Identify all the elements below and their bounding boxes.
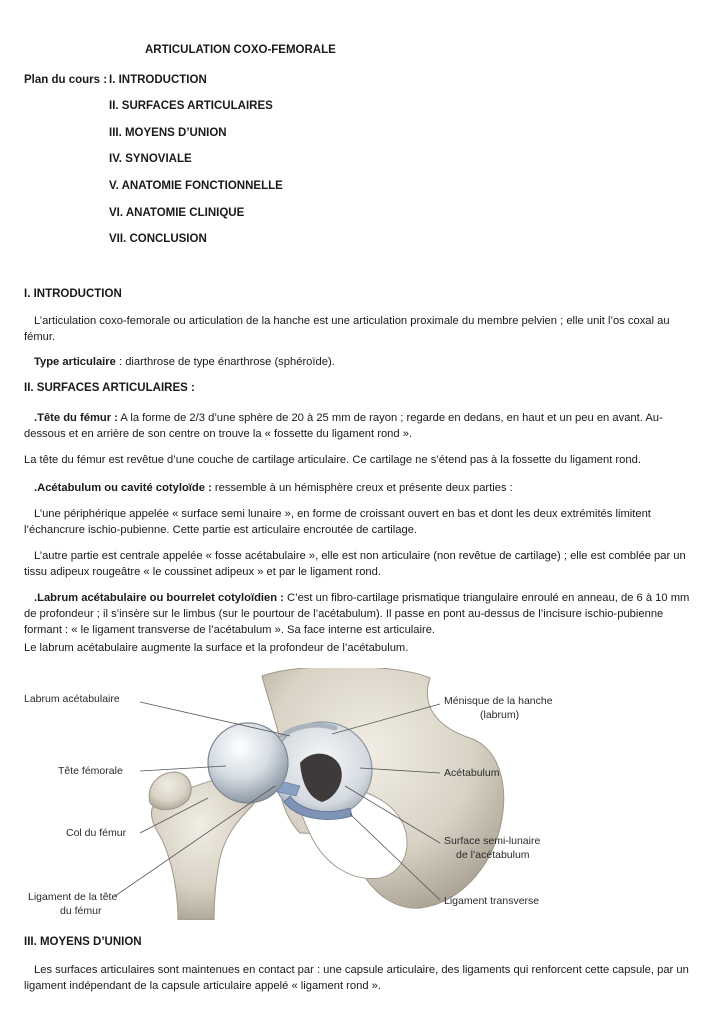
page-title: ARTICULATION COXO-FEMORALE (145, 44, 336, 56)
plan-item-1: I. INTRODUCTION (109, 74, 207, 86)
labrum-label: .Labrum acétabulaire ou bourrelet cotyloïdien : (34, 592, 284, 604)
femoral-head (208, 723, 288, 803)
plan-item-3: III. MOYENS D’UNION (109, 127, 227, 139)
type-label: Type articulaire (34, 356, 116, 368)
label-ligament-tete-2: du fémur (60, 905, 102, 917)
section-heading-introduction: I. INTRODUCTION (24, 288, 122, 300)
label-menisque-2: (labrum) (480, 709, 520, 721)
intro-paragraph: L’articulation coxo-femorale ou articulation de la hanche est une articulation proximale du membre pelvien ; elle unit l’os coxal au fémur. (24, 315, 670, 343)
moyens-union-paragraph: Les surfaces articulaires sont maintenues en contact par : une capsule articulaire, des ligaments qui renforcent cette capsule, par un ligament indépendant de la capsule articulaire appelé « ligament rond ». (24, 964, 689, 992)
label-acetabulum: Acétabulum (444, 767, 500, 779)
labrum-text: C’est un fibro-cartilage prismatique triangulaire enroulé en anneau, de 6 à 10 mm de profondeur ; il s’insère sur le limbus (sur le pourtour de l’acétabulum). Il passe en pont au-dessus de l’incisure ischio-pubienne formant : « le ligament transverse de l’acétabulum ». Sa face interne est articulaire. (24, 592, 690, 636)
label-tete-femorale: Tête fémorale (58, 765, 123, 777)
type-articulaire-paragraph (24, 354, 692, 370)
label-ligament-tete-1: Ligament de la tête (28, 891, 118, 903)
tete-label: .Tête du fémur : (34, 412, 118, 424)
plan-label: Plan du cours : (24, 74, 108, 86)
label-menisque-1: Ménisque de la hanche (444, 695, 553, 707)
label-surface-semi-lunaire-1: Surface semi-lunaire (444, 835, 541, 847)
labrum-summary-paragraph: Le labrum acétabulaire augmente la surface et la profondeur de l’acétabulum. (24, 642, 409, 654)
plan-item-6: VI. ANATOMIE CLINIQUE (109, 207, 245, 219)
plan-item-4: IV. SYNOVIALE (109, 153, 192, 165)
tete-femur-paragraph (24, 410, 692, 442)
section-heading-surfaces: II. SURFACES ARTICULAIRES : (24, 382, 195, 394)
fosse-acetabulaire-paragraph: L’autre partie est centrale appelée « fosse acétabulaire », elle est non articulaire (non revêtue de cartilage) ; elle est comblée par un tissu adipeux rougeâtre « le coussinet adipeux » et par le ligament rond. (24, 550, 686, 578)
plan-item-7: VII. CONCLUSION (109, 233, 207, 245)
label-labrum-acetabulaire: Labrum acétabulaire (24, 693, 120, 705)
label-col-du-femur: Col du fémur (66, 827, 127, 839)
labrum-paragraph (24, 590, 692, 638)
plan-item-2: II. SURFACES ARTICULAIRES (109, 100, 273, 112)
tete-cartilage-paragraph: La tête du fémur est revêtue d’une couche de cartilage articulaire. Ce cartilage ne s’étend pas à la fossette du ligament rond. (24, 454, 641, 466)
hip-joint-illustration (0, 668, 720, 920)
acetab-text: ressemble à un hémisphère creux et présente deux parties : (211, 482, 513, 494)
tete-text: A la forme de 2/3 d’une sphère de 20 à 25 mm de rayon ; regarde en dedans, en haut et un peu en avant. Au-dessous et en arrière de son centre on trouve la « fossette du ligament rond ». (24, 412, 663, 440)
surface-semi-lunaire-paragraph: L’une périphérique appelée « surface semi lunaire », en forme de croissant ouvert en bas et dont les deux extrémités limitent l’échancrure ischio-pubienne. Cette partie est articulaire encroutée de cartilage. (24, 508, 651, 536)
plan-item-5: V. ANATOMIE FONCTIONNELLE (109, 180, 283, 192)
acetabulum-paragraph (24, 480, 692, 496)
type-text: : diarthrose de type énarthrose (sphéroïde). (115, 356, 335, 368)
label-ligament-transverse: Ligament transverse (444, 895, 540, 907)
acetab-label: .Acétabulum ou cavité cotyloïde : (34, 482, 212, 494)
label-surface-semi-lunaire-2: de l’acétabulum (456, 849, 530, 861)
section-heading-moyens-union: III. MOYENS D’UNION (24, 936, 142, 948)
